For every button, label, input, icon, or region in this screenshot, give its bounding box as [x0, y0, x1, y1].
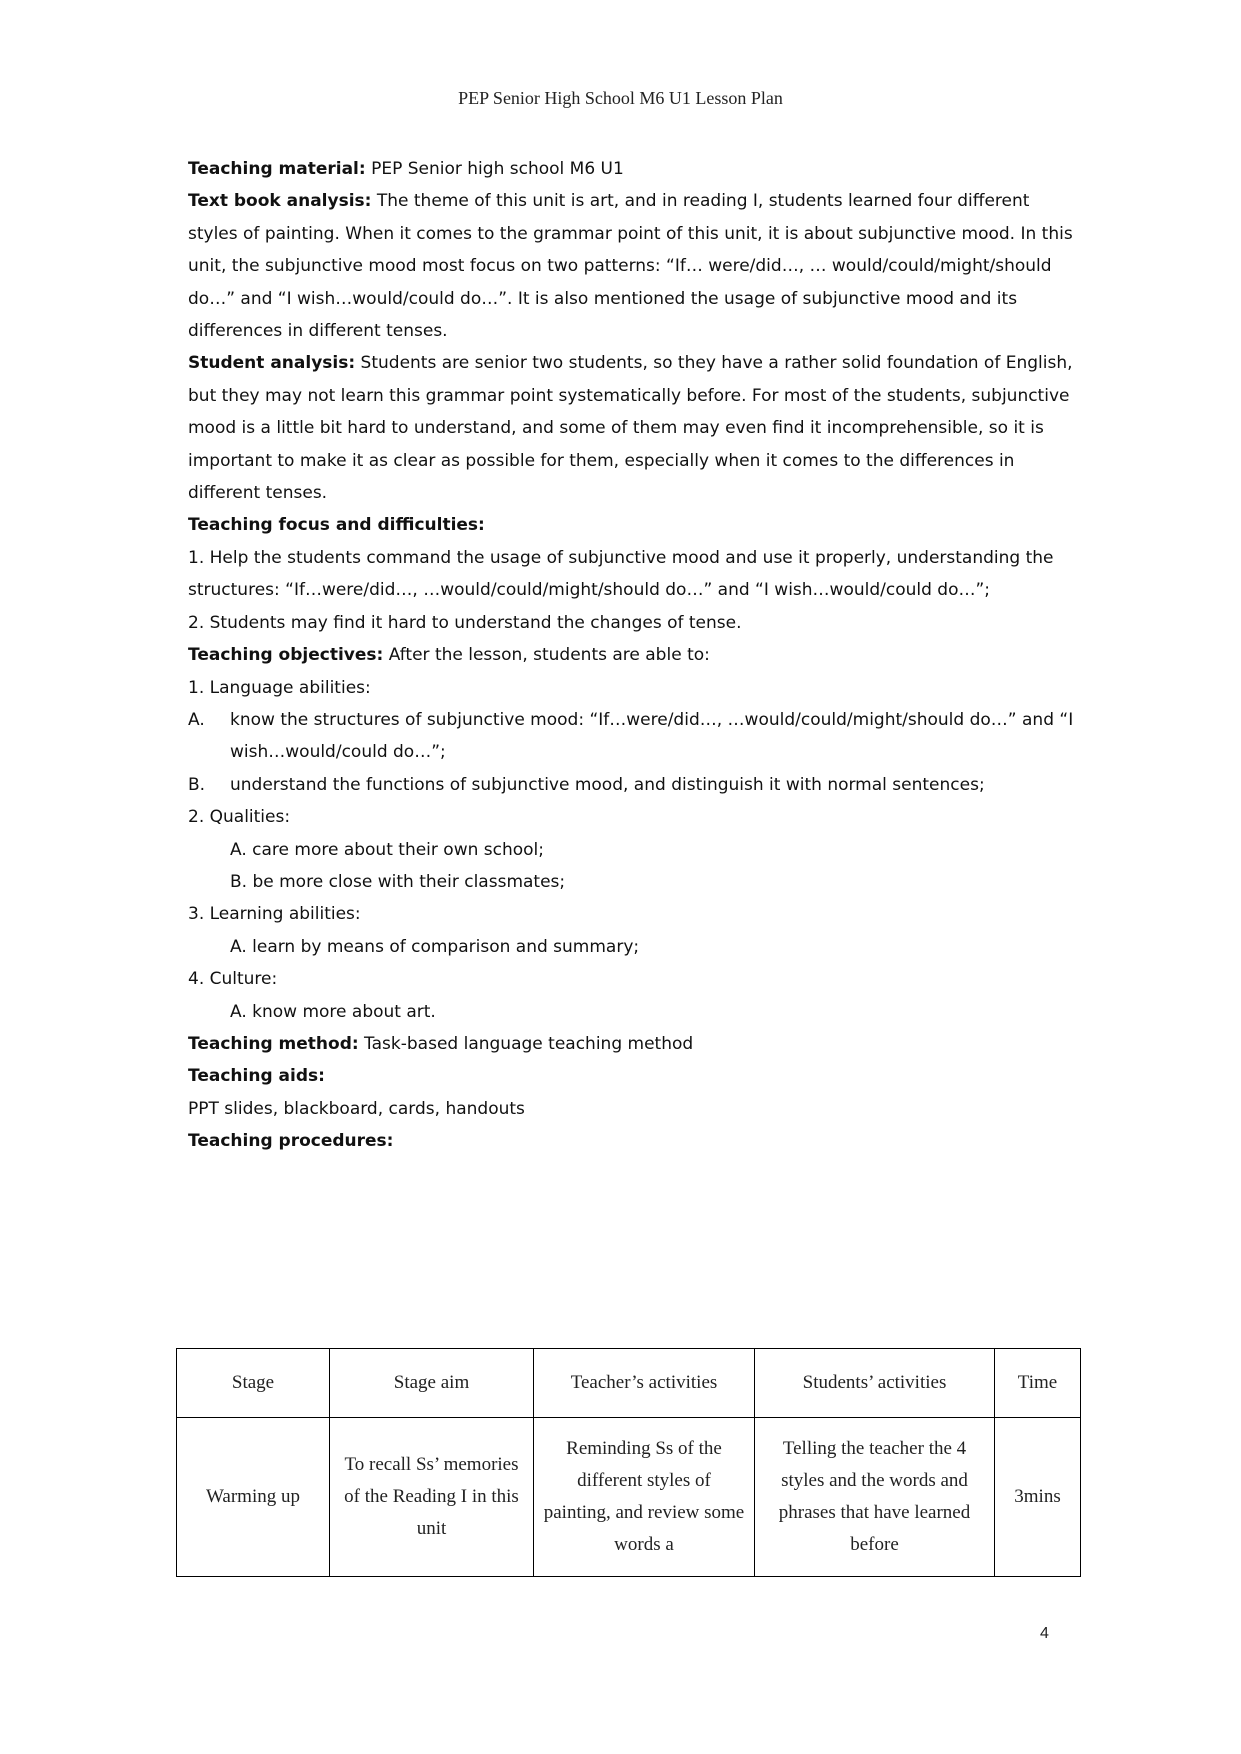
learning-ability-item: A. learn by means of comparison and summary;: [230, 936, 640, 957]
lesson-plan-body: [188, 153, 1080, 1158]
culture-heading: 4. Culture:: [188, 969, 278, 990]
item-text: understand the functions of subjunctive mood, and distinguish it with normal sentences;: [230, 774, 985, 795]
teaching-material-text: PEP Senior high school M6 U1: [365, 159, 624, 179]
teaching-material-paragraph: [188, 153, 1080, 185]
header-teachers-activities: Teacher’s activities: [534, 1349, 755, 1418]
teaching-objectives-label: Teaching objectives:: [188, 645, 384, 666]
qualities-heading: 2. Qualities:: [188, 807, 291, 828]
student-analysis-label: Student analysis:: [188, 353, 356, 374]
header-students-activities: Students’ activities: [755, 1349, 995, 1418]
item-letter: B.: [188, 774, 206, 795]
cell-time: 3mins: [995, 1418, 1081, 1577]
culture-item: A. know more about art.: [230, 1001, 436, 1022]
page-header: PEP Senior High School M6 U1 Lesson Plan: [458, 88, 783, 108]
item-letter: A.: [188, 709, 205, 730]
teaching-focus-label: Teaching focus and difficulties:: [188, 515, 485, 536]
quality-item: A. care more about their own school;: [230, 839, 545, 860]
language-abilities-heading: 1. Language abilities:: [188, 677, 371, 698]
procedures-table: [176, 1348, 1081, 1577]
student-analysis-text: Students are senior two students, so they have a rather solid foundation of English, but they may not learn this grammar point systematically before. For most of the students, subjunctive mood is a little bit hard to understand, and some of them may even find it incomprehensible, so it is important to make it as clear as possible for them, especially when it comes to the differences in different tenses.: [188, 353, 1073, 504]
teaching-aids-label: Teaching aids:: [188, 1066, 325, 1087]
learning-abilities-heading: 3. Learning abilities:: [188, 904, 361, 925]
teaching-procedures-heading: [188, 1125, 1080, 1157]
teaching-focus-heading: [188, 509, 1080, 541]
focus-item: 1. Help the students command the usage of subjunctive mood and use it properly, understanding the structures: “If…were/did…, …would/could/might/should do…” and “I wish…would/could do…”;: [188, 547, 1054, 601]
teaching-material-label: Teaching material:: [188, 159, 366, 179]
language-ability-item: [188, 704, 1080, 769]
cell-stage-aim: To recall Ss’ memories of the Reading I in this unit: [330, 1418, 534, 1577]
student-analysis-paragraph: [188, 347, 1080, 509]
page-number: 4: [1040, 1625, 1049, 1642]
cell-students-activities: Telling the teacher the 4 styles and the words and phrases that have learned before: [755, 1418, 995, 1577]
teaching-method-text: Task-based language teaching method: [358, 1033, 694, 1054]
quality-item: B. be more close with their classmates;: [230, 871, 566, 892]
teaching-objectives-paragraph: [188, 639, 1080, 671]
textbook-analysis-label: Text book analysis:: [188, 191, 372, 212]
header-stage: Stage: [177, 1349, 330, 1418]
cell-teachers-activities: Reminding Ss of the different styles of painting, and review some words a: [534, 1418, 755, 1577]
table-header-row: [177, 1349, 1081, 1418]
header-stage-aim: Stage aim: [330, 1349, 534, 1418]
header-time: Time: [995, 1349, 1081, 1418]
table-row: [177, 1418, 1081, 1577]
textbook-analysis-text: The theme of this unit is art, and in reading I, students learned four different styles of painting. When it comes to the grammar point of this unit, it is about subjunctive mood. In this unit, the subjunctive mood most focus on two patterns: “If… were/did…, … would/could/might/should do…” and “I wish…would/could do…”. It is also mentioned the usage of subjunctive mood and its differences in different tenses.: [188, 191, 1073, 342]
focus-item: 2. Students may find it hard to understand the changes of tense.: [188, 612, 742, 633]
item-text: know the structures of subjunctive mood: “If…were/did…, …would/could/might/should do…” and “I wish…would/could do…”;: [230, 709, 1074, 763]
teaching-aids-text: PPT slides, blackboard, cards, handouts: [188, 1098, 525, 1119]
cell-stage: Warming up: [177, 1418, 330, 1577]
language-ability-item: [188, 769, 1080, 801]
teaching-method-label: Teaching method:: [188, 1033, 359, 1054]
teaching-aids-heading: [188, 1060, 1080, 1092]
textbook-analysis-paragraph: [188, 185, 1080, 347]
teaching-method-paragraph: [188, 1028, 1080, 1060]
teaching-objectives-text: After the lesson, students are able to:: [383, 645, 710, 666]
teaching-procedures-label: Teaching procedures:: [188, 1131, 394, 1152]
